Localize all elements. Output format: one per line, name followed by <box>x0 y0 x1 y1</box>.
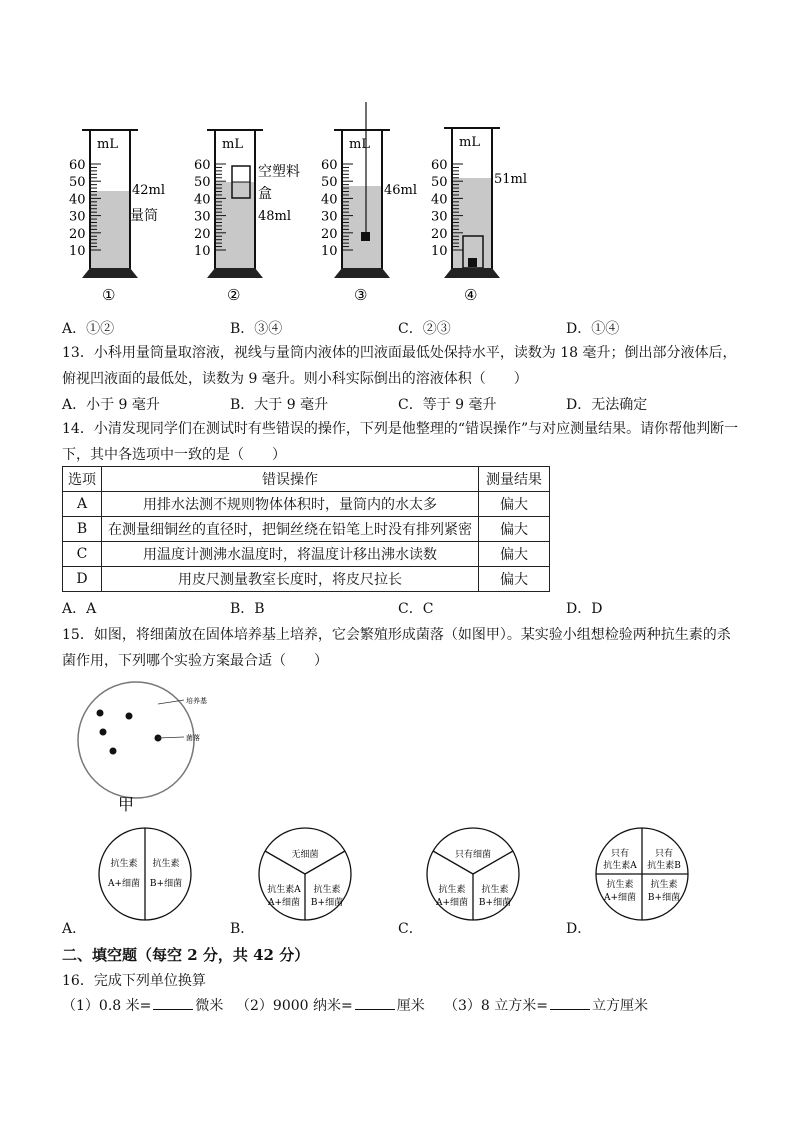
b-right-1: 抗生素 <box>313 885 341 895</box>
cylinder-4-number: ④ <box>464 286 478 304</box>
answer-blank-2[interactable] <box>355 995 395 1010</box>
d-bl-2: A+细菌 <box>603 893 637 903</box>
tick-label: 10 <box>321 244 338 259</box>
c-top: 只有细菌 <box>454 850 492 860</box>
q15-option-c[interactable]: C． <box>398 921 423 937</box>
c-right-2: B+细菌 <box>478 898 512 908</box>
cylinder-4-reading: 51ml <box>494 172 528 187</box>
table-cell: 偏大 <box>479 517 550 542</box>
q13-option-d[interactable]: D．无法确定 <box>566 397 648 413</box>
cylinder-1-number: ① <box>102 286 116 304</box>
cylinder-1-label: 量筒 <box>130 208 158 224</box>
petri-dish-figure <box>60 680 260 820</box>
cylinder-2-reading: 48ml <box>258 209 292 224</box>
option-c-dish <box>423 824 523 924</box>
c-left-1: 抗生素 <box>438 885 466 895</box>
table-cell: 用皮尺测量教室长度时，将皮尺拉长 <box>102 567 479 592</box>
b-left-1: 抗生素A <box>267 885 301 895</box>
table-cell: A <box>63 492 102 517</box>
q14-option-b[interactable]: B．B <box>230 601 265 617</box>
tick-label: 20 <box>431 226 448 242</box>
cylinder-2-number: ② <box>227 286 241 304</box>
d-bl-1: 抗生素 <box>606 880 634 890</box>
d-tr-1: 只有 <box>654 849 674 859</box>
q12-option-b[interactable]: B．③④ <box>230 321 283 337</box>
table-cell: 用温度计测沸水温度时，将温度计移出沸水读数 <box>102 542 479 567</box>
q16-part-3 <box>444 995 648 1015</box>
answer-blank-3[interactable] <box>550 995 590 1010</box>
table-row <box>63 492 550 517</box>
cylinder-2-label-2: 盒 <box>258 186 272 202</box>
q16-part-1-suffix: 微米 <box>195 998 224 1014</box>
tick-label: 50 <box>69 175 86 191</box>
tick-label: 30 <box>431 209 448 225</box>
cylinders-figure <box>60 100 560 310</box>
a-right-2: B+细菌 <box>149 879 183 889</box>
sinker <box>361 232 370 241</box>
option-a-dish <box>95 824 195 924</box>
table-header: 选项 <box>63 467 102 492</box>
q14-text: 14．小清发现同学们在测试时有些错误的操作，下列是他整理的“错误操作”与对应测量结果。请你帮他判断一下，其中各选项中一致的是（ ） <box>62 421 739 463</box>
d-tl-2: 抗生素A <box>603 861 637 871</box>
colony-dot <box>97 710 104 717</box>
tick-label: 50 <box>194 175 211 191</box>
cylinder-1-unit: mL <box>97 137 118 152</box>
tick-label: 20 <box>321 226 338 242</box>
table-cell: 偏大 <box>479 492 550 517</box>
b-left-2: A+细菌 <box>267 898 301 908</box>
q12-option-d[interactable]: D．①④ <box>566 321 620 337</box>
option-d-dish <box>592 824 692 924</box>
cylinder-1-base <box>82 268 138 278</box>
tick-label: 10 <box>194 244 211 259</box>
q16-part-1-prefix: （1）0.8 米= <box>62 998 152 1014</box>
table-cell: 偏大 <box>479 542 550 567</box>
tick-label: 20 <box>194 226 211 242</box>
table-row <box>63 542 550 567</box>
table-cell: 在测量细铜丝的直径时，把铜丝绕在铅笔上时没有排列紧密 <box>102 517 479 542</box>
table-header: 测量结果 <box>479 467 550 492</box>
q15-option-a[interactable]: A． <box>62 921 87 937</box>
table-cell: C <box>63 542 102 567</box>
q16-part-2 <box>236 995 425 1015</box>
q16-part-2-prefix: （2）9000 纳米= <box>236 998 353 1014</box>
tick-label: 10 <box>69 244 86 259</box>
q13-option-b[interactable]: B．大于 9 毫升 <box>230 397 329 413</box>
cylinder-2-label-1: 空塑料 <box>258 164 300 180</box>
tick-label: 40 <box>194 192 211 208</box>
d-tl-1: 只有 <box>610 849 630 859</box>
q16-text: 16．完成下列单位换算 <box>62 973 206 989</box>
colony-dot <box>110 748 117 755</box>
dish-caption: 甲 <box>118 795 135 814</box>
a-right-1: 抗生素 <box>152 859 180 869</box>
cylinder-3-reading: 46ml <box>384 183 418 198</box>
a-left-1: 抗生素 <box>110 859 138 869</box>
section-heading: 二、填空题（每空 2 分，共 42 分） <box>62 946 310 964</box>
tick-label: 30 <box>69 209 86 225</box>
table-cell: 偏大 <box>479 567 550 592</box>
tick-label: 60 <box>431 158 448 173</box>
tick-label: 30 <box>321 209 338 225</box>
tick-label: 60 <box>69 158 86 173</box>
cylinder-1 <box>82 130 165 304</box>
q16-part-1 <box>62 995 223 1015</box>
table-header: 错误操作 <box>102 467 479 492</box>
cylinder-3-number: ③ <box>354 286 368 304</box>
q12-option-c[interactable]: C．②③ <box>398 321 451 337</box>
petri-dish <box>78 682 194 798</box>
tick-label: 40 <box>321 192 338 208</box>
q15-option-d[interactable]: D． <box>566 921 592 937</box>
q15-text: 15．如图，将细菌放在固体培养基上培养，它会繁殖形成菌落（如图甲）。某实验小组想检验两种抗生素的杀菌作用，下列哪个实验方案最合适（ ） <box>62 627 731 669</box>
q14-table <box>62 466 550 592</box>
table-cell: D <box>63 567 102 592</box>
b-top: 无细菌 <box>291 850 319 860</box>
colony-dot <box>100 729 107 736</box>
tick-label: 40 <box>431 192 448 208</box>
tick-label: 50 <box>321 175 338 191</box>
table-row <box>63 517 550 542</box>
q15-option-b[interactable]: B． <box>230 921 255 937</box>
table-header-row <box>63 467 550 492</box>
label-colony: 菌落 <box>186 734 200 742</box>
cylinder-3-unit: mL <box>349 137 370 152</box>
c-left-2: A+细菌 <box>435 898 469 908</box>
q16-part-3-suffix: 立方厘米 <box>592 998 648 1014</box>
d-tr-2: 抗生素B <box>647 861 681 871</box>
q12-option-a[interactable]: A．①② <box>62 321 115 337</box>
table-cell: B <box>63 517 102 542</box>
tick-label: 50 <box>431 175 448 191</box>
table-cell: 用排水法测不规则物体体积时，量筒内的水太多 <box>102 492 479 517</box>
label-medium: 培养基 <box>186 697 207 705</box>
cylinder-4-unit: mL <box>459 135 480 150</box>
tick-label: 10 <box>431 244 448 259</box>
d-br-2: B+细菌 <box>647 893 681 903</box>
colony-dot <box>126 713 133 720</box>
tick-label: 30 <box>194 209 211 225</box>
q14-option-c[interactable]: C．C <box>398 601 434 617</box>
q16-part-2-suffix: 厘米 <box>396 998 425 1014</box>
b-right-2: B+细菌 <box>310 898 344 908</box>
cylinder-3 <box>334 102 417 304</box>
answer-blank-1[interactable] <box>153 995 193 1010</box>
a-left-2: A+细菌 <box>107 879 141 889</box>
cylinder-1-reading: 42ml <box>132 183 166 198</box>
cylinder-2 <box>207 130 300 304</box>
q13-text: 13．小科用量筒量取溶液，视线与量筒内液体的凹液面最低处保持水平，读数为 18 毫升；倒出部分液体后，俯视凹液面的最低处，读数为 9 毫升。则小科实际倒出的溶液体积（ ） <box>62 345 737 387</box>
c-right-1: 抗生素 <box>481 885 509 895</box>
table-row <box>63 567 550 592</box>
tick-label: 60 <box>194 158 211 173</box>
q14-option-a[interactable]: A．A <box>62 601 97 617</box>
tick-label: 60 <box>321 158 338 173</box>
q16-part-3-prefix: （3）8 立方米= <box>444 998 548 1014</box>
cylinder-4 <box>444 128 527 304</box>
option-b-dish <box>255 824 355 924</box>
q13-option-a[interactable]: A．小于 9 毫升 <box>62 397 160 413</box>
tick-label: 20 <box>69 226 86 242</box>
d-br-1: 抗生素 <box>650 880 678 890</box>
q14-option-d[interactable]: D．D <box>566 601 603 617</box>
cylinder-2-unit: mL <box>222 137 243 152</box>
q13-option-c[interactable]: C．等于 9 毫升 <box>398 397 497 413</box>
tick-label: 40 <box>69 192 86 208</box>
